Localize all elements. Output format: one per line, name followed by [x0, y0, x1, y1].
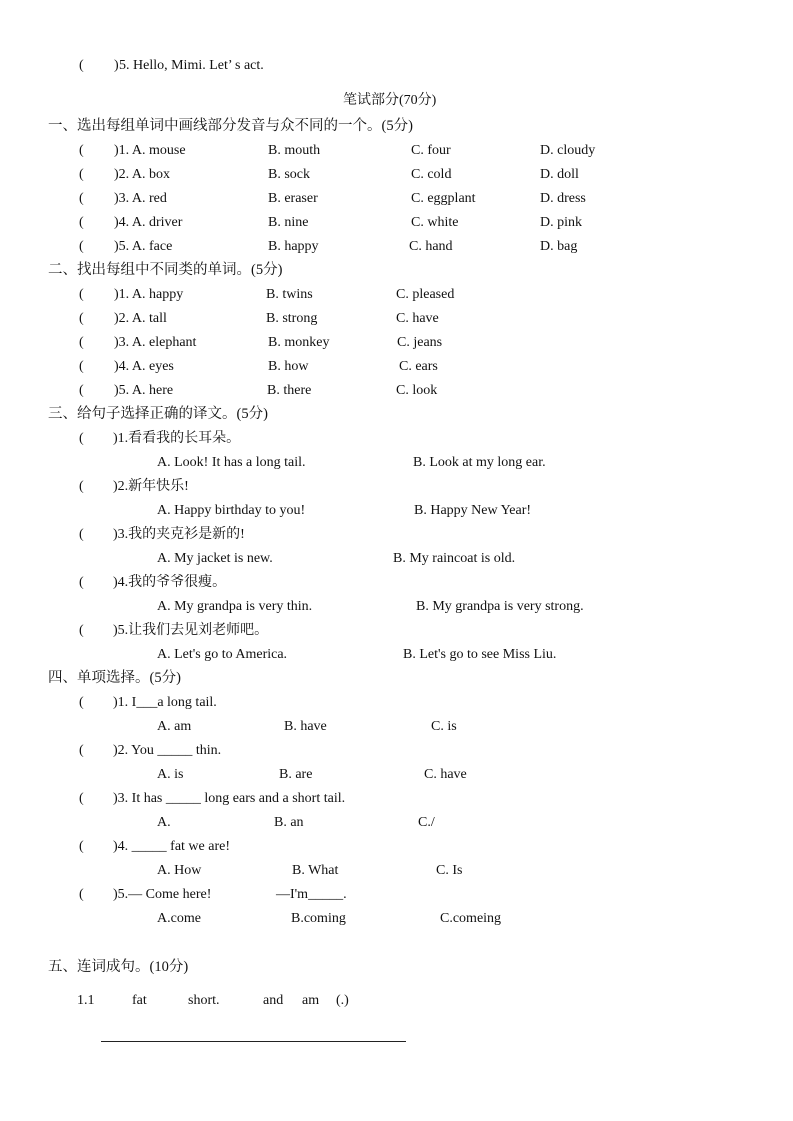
answer-line[interactable] [101, 1041, 406, 1042]
option-a: A. Happy birthday to you! [157, 503, 306, 518]
option-a: A. is [157, 767, 184, 782]
option-b: B. have [284, 719, 327, 734]
option-b: B. an [274, 815, 304, 830]
option-b: B. twins [266, 287, 313, 302]
option-a: )1. A. happy [114, 287, 184, 302]
word: fat [132, 993, 147, 1008]
option-c: C. hand [409, 239, 453, 254]
option-b: B. Look at my long ear. [413, 455, 546, 470]
section-4-heading: 四、单项选择。(5分) [48, 670, 181, 686]
section-2-heading: 二、找出每组中不同类的单词。(5分) [48, 262, 283, 278]
question-text: )2.新年快乐! [113, 479, 189, 494]
option-c: C.comeing [440, 911, 502, 926]
option-c: C. four [411, 143, 451, 158]
option-b: B.coming [291, 911, 346, 926]
answer-paren[interactable]: ( [79, 167, 84, 182]
answer-paren[interactable]: ( [79, 623, 84, 638]
option-d: D. pink [540, 215, 582, 230]
option-c: C. jeans [397, 335, 443, 350]
answer-paren[interactable]: ( [79, 359, 84, 374]
option-a: A. Let's go to America. [157, 647, 288, 662]
option-a: )2. A. tall [114, 311, 167, 326]
option-b: B. What [292, 863, 339, 878]
option-a: A. How [157, 863, 202, 878]
option-a: A. My jacket is new. [157, 551, 273, 566]
paren-open: ( [79, 58, 84, 73]
answer-paren[interactable]: ( [79, 335, 84, 350]
answer-paren[interactable]: ( [79, 479, 84, 494]
answer-paren[interactable]: ( [79, 743, 84, 758]
word: (.) [336, 993, 349, 1008]
answer-paren[interactable]: ( [79, 215, 84, 230]
word: and [263, 993, 284, 1008]
option-a: A. [157, 815, 171, 830]
answer-paren[interactable]: ( [79, 143, 84, 158]
question-text: )4.我的爷爷很瘦。 [113, 575, 227, 590]
option-b: B. there [267, 383, 312, 398]
option-a: )5. A. face [114, 239, 173, 254]
answer-paren[interactable]: ( [79, 191, 84, 206]
option-b: B. happy [268, 239, 319, 254]
option-b: B. are [279, 767, 313, 782]
answer-paren[interactable]: ( [79, 239, 84, 254]
option-c: C. white [411, 215, 459, 230]
option-c: C. have [424, 767, 467, 782]
option-a: )3. A. red [114, 191, 167, 206]
answer-paren[interactable]: ( [79, 383, 84, 398]
option-d: D. doll [540, 167, 579, 182]
option-c: C. look [396, 383, 438, 398]
question-number: 1.1 [77, 993, 95, 1008]
option-c: C. cold [411, 167, 452, 182]
option-a: )4. A. eyes [114, 359, 174, 374]
question-text: )4. _____ fat we are! [113, 839, 231, 854]
question-text: )3. It has _____ long ears and a short tail. [113, 791, 346, 806]
option-b: B. sock [268, 167, 310, 182]
option-b: B. Let's go to see Miss Liu. [403, 647, 557, 662]
option-d: D. bag [540, 239, 578, 254]
question-text: )5.— Come here! [113, 887, 212, 902]
option-c: C. have [396, 311, 439, 326]
answer-paren[interactable]: ( [79, 887, 84, 902]
top-item-text: 5. Hello, Mimi. Let’ s act. [119, 58, 264, 73]
section-3-heading: 三、给句子选择正确的译文。(5分) [48, 406, 268, 422]
option-c: C. eggplant [411, 191, 476, 206]
option-d: D. cloudy [540, 143, 596, 158]
option-a: )4. A. driver [114, 215, 183, 230]
question-text: )2. You _____ thin. [113, 743, 222, 758]
option-c: C. is [431, 719, 457, 734]
option-c: C. ears [399, 359, 438, 374]
option-a: )5. A. here [114, 383, 174, 398]
section-1-heading: 一、选出每组单词中画线部分发音与众不同的一个。(5分) [48, 118, 413, 134]
section-5-heading: 五、连词成句。(10分) [48, 959, 189, 975]
word: am [302, 993, 320, 1008]
option-b: B. nine [268, 215, 309, 230]
option-a: )2. A. box [114, 167, 170, 182]
option-a: A.come [157, 911, 201, 926]
option-b: B. My grandpa is very strong. [416, 599, 584, 614]
written-part-title: 笔试部分(70分) [343, 93, 437, 108]
answer-paren[interactable]: ( [79, 575, 84, 590]
option-a: )3. A. elephant [114, 335, 197, 350]
question-text: )5.让我们去见刘老师吧。 [113, 623, 269, 638]
answer-paren[interactable]: ( [79, 695, 84, 710]
option-b: B. monkey [268, 335, 330, 350]
question-text: )1.看看我的长耳朵。 [113, 431, 241, 446]
option-a: A. am [157, 719, 192, 734]
paren-close: ) [114, 58, 119, 73]
answer-paren[interactable]: ( [79, 431, 84, 446]
option-b: B. eraser [268, 191, 318, 206]
option-c: C./ [418, 815, 435, 830]
option-b: B. strong [266, 311, 318, 326]
option-a: )1. A. mouse [114, 143, 186, 158]
answer-paren[interactable]: ( [79, 839, 84, 854]
option-b: B. mouth [268, 143, 321, 158]
option-b: B. how [268, 359, 309, 374]
question-text: )1. I___a long tail. [113, 695, 217, 710]
option-d: D. dress [540, 191, 586, 206]
option-b: B. Happy New Year! [414, 503, 532, 518]
word: short. [188, 993, 220, 1008]
option-a: A. My grandpa is very thin. [157, 599, 313, 614]
option-a: A. Look! It has a long tail. [157, 455, 306, 470]
answer-paren[interactable]: ( [79, 527, 84, 542]
question-text: )3.我的夹克衫是新的! [113, 527, 245, 542]
option-c: C. pleased [396, 287, 455, 302]
answer-paren[interactable]: ( [79, 791, 84, 806]
option-b: B. My raincoat is old. [393, 551, 516, 566]
option-c: C. Is [436, 863, 463, 878]
answer-paren[interactable]: ( [79, 287, 84, 302]
answer-paren[interactable]: ( [79, 311, 84, 326]
question-reply: —I'm_____. [276, 887, 347, 902]
